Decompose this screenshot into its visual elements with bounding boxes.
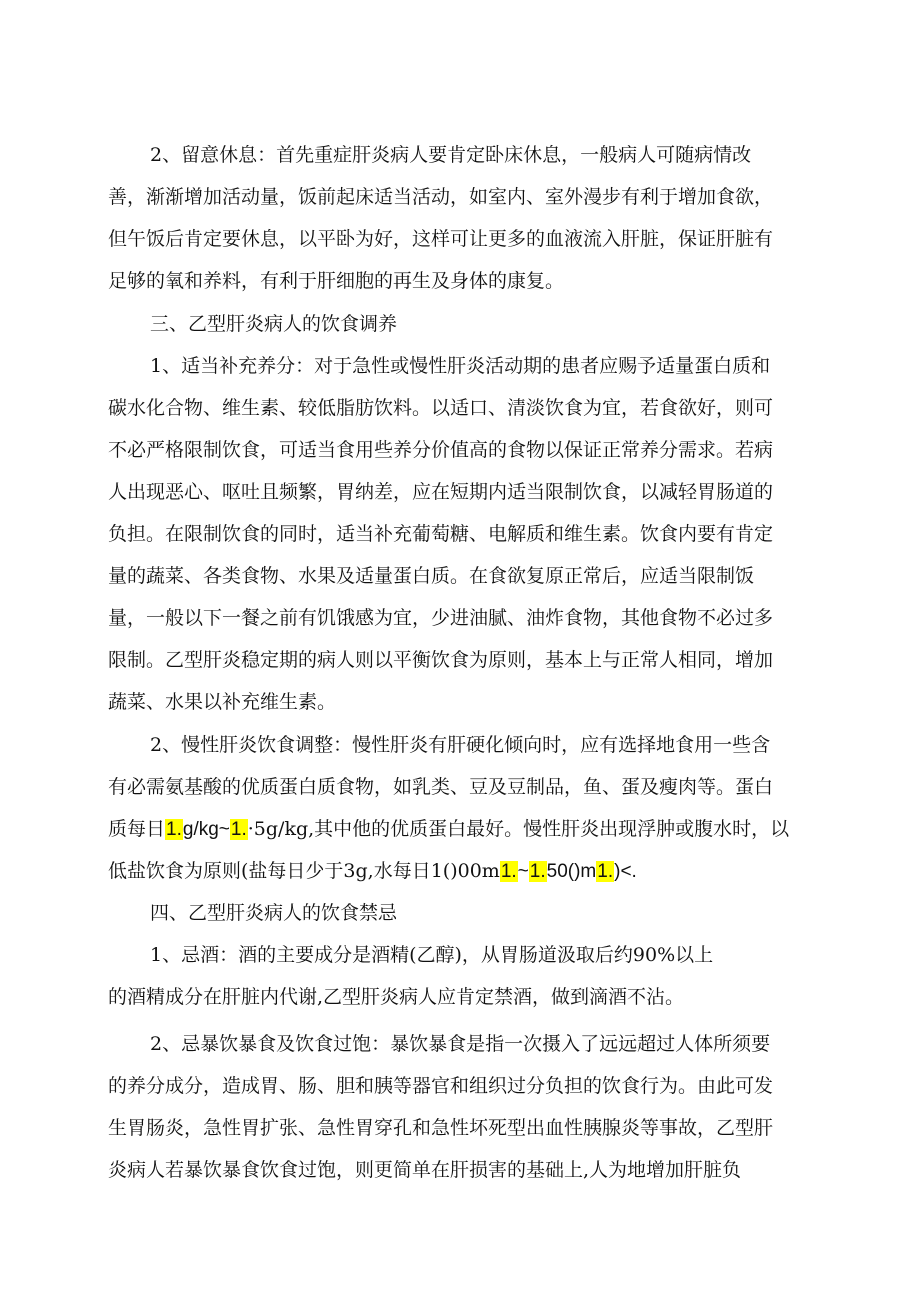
paragraph-nutrition-line: 负担。在限制饮食的同时，适当补充葡萄糖、电解质和维生素。饮食内要有肯定 [108, 523, 774, 545]
text-run: 50()m [546, 861, 597, 882]
paragraph-nutrition-line: 量的蔬菜、各类食物、水果及适量蛋白质。在食欲复原正常后，应适当限制饭 [108, 565, 755, 587]
text-run: ~ [517, 861, 529, 882]
paragraph-nutrition-line: 碳水化合物、维生素、较低脂肪饮料。以适口、清淡饮食为宜，若食欲好，则可 [108, 397, 774, 419]
highlighted-text: 1. [166, 819, 182, 840]
paragraph-overeating-line: 生胃肠炎，急性胃扩张、急性胃穿孔和急性坏死型出血性胰腺炎等事故，乙型肝 [108, 1117, 774, 1139]
paragraph-nutrition-line: 人出现恶心、呕吐且频繁，胃纳差，应在短期内适当限制饮食，以减轻胃肠道的 [108, 481, 774, 503]
highlighted-text: 1. [529, 861, 546, 882]
paragraph-nutrition-line: 1、适当补充养分：对于急性或慢性肝炎活动期的患者应赐予适量蛋白质和 [150, 355, 771, 377]
paragraph-chronic-diet-line: 2、慢性肝炎饮食调整：慢性肝炎有肝硬化倾向时，应有选择地食用一些含 [150, 734, 771, 756]
highlighted-text: 1. [500, 861, 517, 882]
paragraph-overeating-line: 2、忌暴饮暴食及饮食过饱：暴饮暴食是指一次摄入了远远超过人体所须要 [150, 1033, 771, 1055]
paragraph-nutrition-line: 限制。乙型肝炎稳定期的病人则以平衡饮食为原则，基本上与正常人相同，增加 [108, 649, 774, 671]
paragraph-chronic-diet-line [108, 816, 789, 842]
text-run: )<. [614, 861, 637, 882]
highlighted-text: 1. [597, 861, 614, 882]
paragraph-alcohol-line: 的酒精成分在肝脏内代谢,乙型肝炎病人应肯定禁酒，做到滴酒不沾。 [108, 986, 685, 1008]
text-run: ·5g/kg,其中他的优质蛋白最好。慢性肝炎出现浮肿或腹水时，以 [247, 818, 790, 840]
paragraph-nutrition-line: 不必严格限制饮食，可适当食用些养分价值高的食物以保证正常养分需求。若病 [108, 439, 774, 461]
text-run: 质每日 [108, 818, 166, 840]
paragraph-nutrition-line: 量，一般以下一餐之前有饥饿感为宜，少进油腻、油炸食物，其他食物不必过多 [108, 607, 774, 629]
paragraph-rest-line: 足够的氧和养料，有利于肝细胞的再生及身体的康复。 [108, 270, 565, 292]
paragraph-chronic-diet-line [108, 858, 637, 884]
paragraph-chronic-diet-line: 有必需氨基酸的优质蛋白质食物，如乳类、豆及豆制品，鱼、蛋及瘦肉等。蛋白 [108, 776, 774, 798]
paragraph-rest-line: 善，渐渐增加活动量，饭前起床适当活动，如室内、室外漫步有利于增加食欲， [108, 186, 774, 208]
section-heading-diet-care: 三、乙型肝炎病人的饮食调养 [150, 313, 398, 335]
paragraph-alcohol-line: 1、忌酒：酒的主要成分是酒精(乙醇)，从胃肠道汲取后约90%以上 [150, 944, 714, 966]
section-heading-diet-taboos: 四、乙型肝炎病人的饮食禁忌 [150, 902, 398, 924]
highlighted-text: 1. [230, 819, 247, 840]
paragraph-rest-line: 但午饭后肯定要休息，以平卧为好，这样可让更多的血液流入肝脏，保证肝脏有 [108, 228, 774, 250]
paragraph-rest-line: 2、留意休息：首先重症肝炎病人要肯定卧床休息，一般病人可随病情改 [150, 144, 752, 166]
text-run: 低盐饮食为原则(盐每日少于3g,水每日1()00m [108, 860, 500, 882]
paragraph-nutrition-line: 蔬菜、水果以补充维生素。 [108, 691, 337, 713]
paragraph-overeating-line: 炎病人若暴饮暴食饮食过饱，则更简单在肝损害的基础上,人为地增加肝脏负 [108, 1159, 742, 1181]
paragraph-overeating-line: 的养分成分，造成胃、肠、胆和胰等器官和组织过分负担的饮食行为。由此可发 [108, 1075, 774, 1097]
text-run: g/kg~ [182, 819, 230, 840]
